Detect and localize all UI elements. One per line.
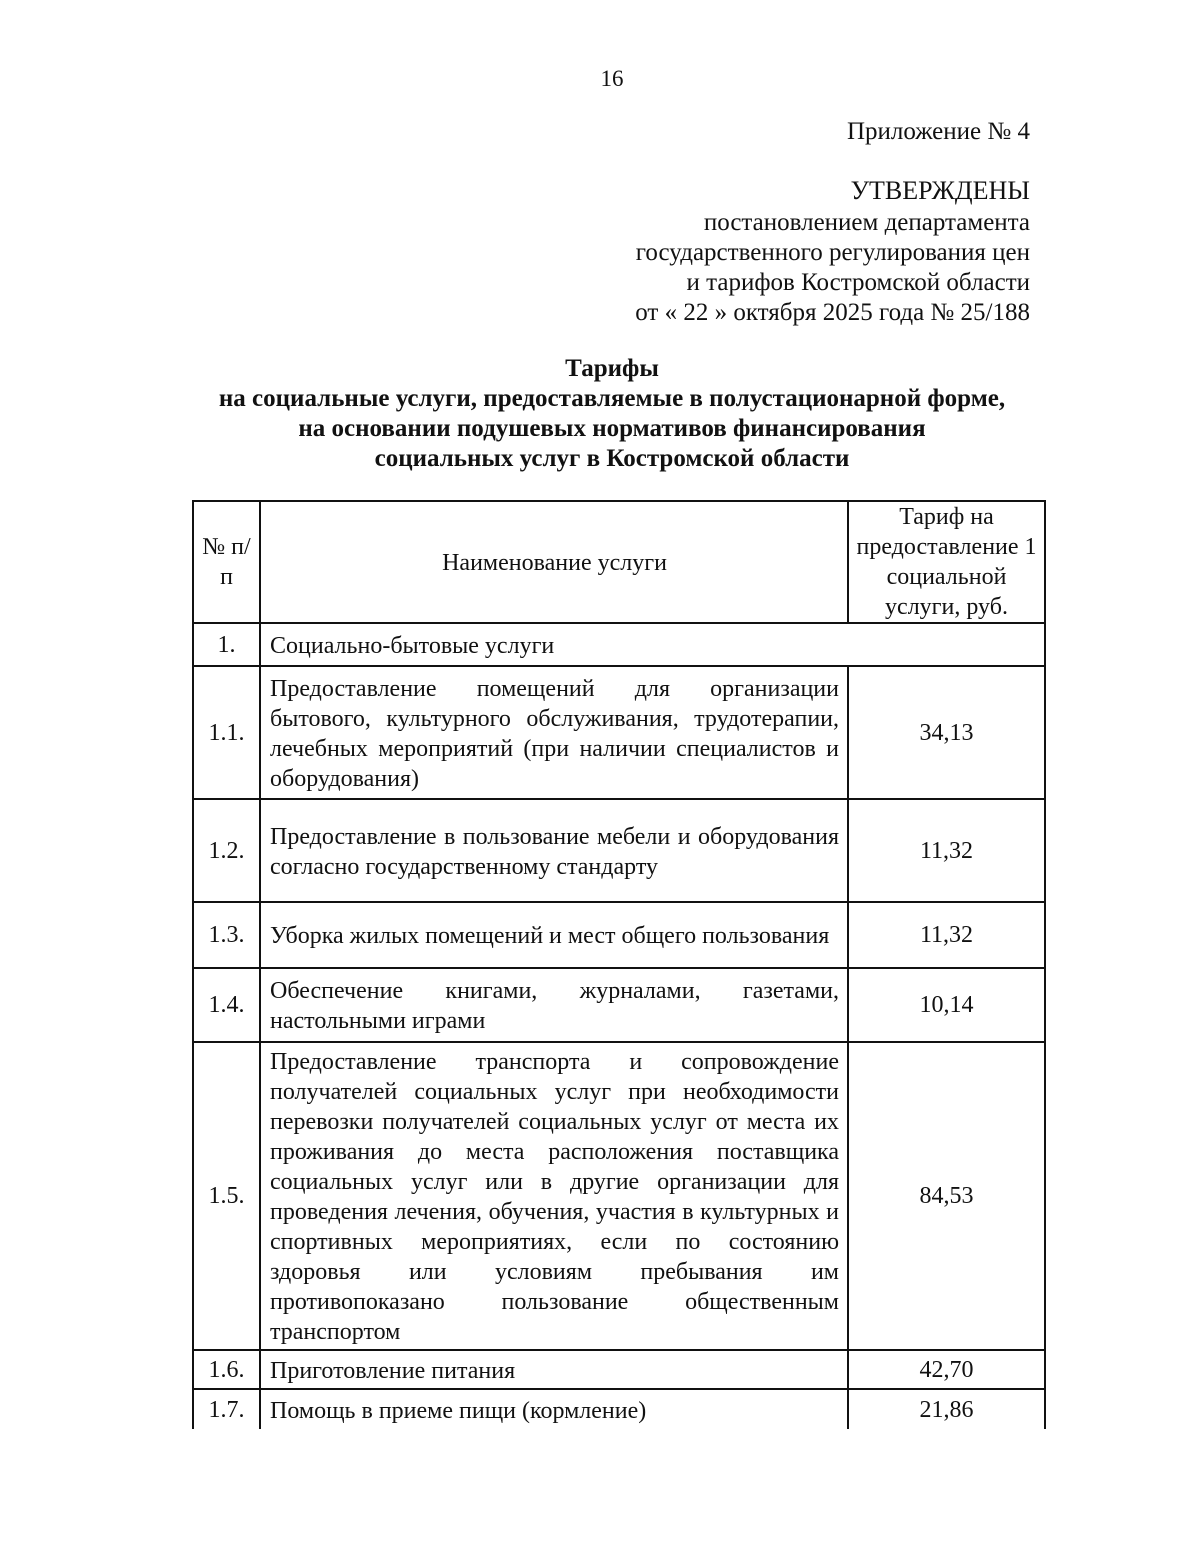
title-line: социальных услуг в Костромской области <box>374 445 850 472</box>
header-price: Тариф на предоставление 1 социальной услуги, руб. <box>848 501 1045 623</box>
row-num: 1.7. <box>193 1389 260 1429</box>
row-price: 10,14 <box>848 968 1045 1042</box>
section-row <box>193 623 1045 666</box>
row-num: 1.6. <box>193 1350 260 1389</box>
table-row <box>193 799 1045 902</box>
row-price: 42,70 <box>848 1350 1045 1389</box>
title-line: на основании подушевых нормативов финансирования <box>298 415 926 442</box>
table-row <box>193 968 1045 1042</box>
section-name: Социально-бытовые услуги <box>260 623 1045 666</box>
row-price: 21,86 <box>848 1389 1045 1429</box>
approval-block <box>635 176 1030 328</box>
approval-line: постановлением департамента <box>703 209 1030 236</box>
row-price: 34,13 <box>848 666 1045 799</box>
row-num: 1.4. <box>193 968 260 1042</box>
row-name: Помощь в приеме пищи (кормление) <box>260 1389 848 1429</box>
approval-line: государственного регулирования цен <box>635 239 1030 266</box>
table-row <box>193 902 1045 968</box>
table-row <box>193 1389 1045 1429</box>
row-price: 11,32 <box>848 799 1045 902</box>
section-num: 1. <box>193 623 260 666</box>
header-name: Наименование услуги <box>260 501 848 623</box>
row-price: 84,53 <box>848 1042 1045 1350</box>
table-row <box>193 666 1045 799</box>
tariff-table <box>192 500 1046 1429</box>
row-num: 1.2. <box>193 799 260 902</box>
row-num: 1.3. <box>193 902 260 968</box>
table-header-row <box>193 501 1045 623</box>
table-row <box>193 1350 1045 1389</box>
document-title <box>0 354 1200 474</box>
appendix-label: Приложение № 4 <box>846 118 1030 145</box>
row-num: 1.1. <box>193 666 260 799</box>
approval-heading: УТВЕРЖДЕНЫ <box>850 176 1030 205</box>
row-num: 1.5. <box>193 1042 260 1350</box>
row-name: Обеспечение книгами, журналами, газетами, настольными играми <box>260 968 848 1042</box>
row-name: Предоставление в пользование мебели и оборудования согласно государственному стандарту <box>260 799 848 902</box>
title-line: Тарифы <box>565 355 659 382</box>
row-price: 11,32 <box>848 902 1045 968</box>
approval-line: и тарифов Костромской области <box>686 269 1030 296</box>
title-line: на социальные услуги, предоставляемые в полустационарной форме, <box>218 385 1006 412</box>
table-row <box>193 1042 1045 1350</box>
row-name: Приготовление питания <box>260 1350 848 1389</box>
row-name: Уборка жилых помещений и мест общего пользования <box>260 902 848 968</box>
row-name: Предоставление помещений для организации бытового, культурного обслуживания, трудотерапии, лечебных мероприятий (при наличии специалистов и оборудования) <box>260 666 848 799</box>
row-name: Предоставление транспорта и сопровождение получателей социальных услуг при необходимости перевозки получателей социальных услуг от места их проживания до места расположения поставщика социальных услуг или в другие организации для проведения лечения, обучения, участия в культурных и спортивных мероприятиях, если по состоянию здоровья или условиям пребывания им противопоказано пользование общественным транспортом <box>260 1042 848 1350</box>
header-num: № п/п <box>193 501 260 623</box>
approval-line: от « 22 » октября 2025 года № 25/188 <box>635 299 1030 326</box>
page-number: 16 <box>600 66 624 91</box>
